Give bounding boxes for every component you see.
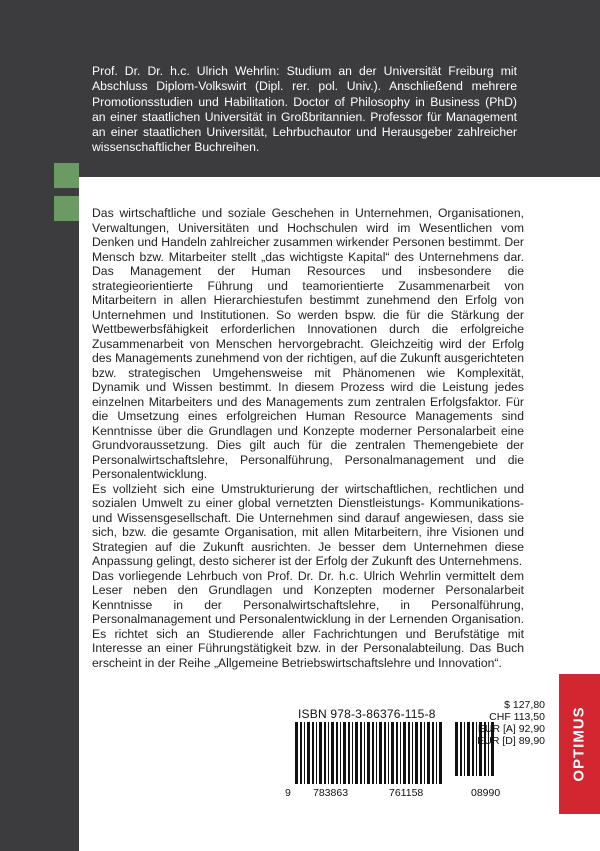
barcode-block xyxy=(285,707,501,807)
barcode-bar xyxy=(396,722,398,784)
blurb-paragraph: Es vollzieht sich eine Umstrukturierung der wirtschaftlichen, rechtlichen und sozialen Umwelt zu einer global vernetzten Dienstleistungs- Kommunikations- und Wissensgesellschaft. Die Unternehmen sind darauf angewiesen, dass sie sich, bzw. die gesamte Organisation, mit allen Mitarbeitern, ihre Visionen und Strategien auf die Zukunft ausrichten. Je besser dem Unternehmen diese Anpassung gelingt, desto sicherer ist der Erfolg der Zukunft des Unternehmens. xyxy=(92,481,524,568)
barcode-bar xyxy=(420,722,422,784)
accent-square-top xyxy=(54,163,79,188)
barcode-bar xyxy=(403,722,406,784)
barcode-bar xyxy=(391,722,394,784)
barcode-bar xyxy=(384,722,386,784)
barcode-bar xyxy=(336,722,338,784)
barcode-bar xyxy=(427,722,430,784)
price-eur-de: EUR [D] 89,90 xyxy=(477,735,545,747)
barcode-bar xyxy=(295,722,298,784)
barcode-bar xyxy=(388,722,389,784)
author-bio: Prof. Dr. Dr. h.c. Ulrich Wehrlin: Studium an der Universität Freiburg mit Abschluss Diplom-Volkswirt (Dipl. rer. pol. Univ.). Anschließend mehrere Promotionsstudien und Habilitation. Doctor of Philosophy in Business (PhD) an einer staatlichen Universität in Großbritannien. Professor für Management an einer staatlichen Universität, Lehrbuchautor und Herausgeber zahlreicher wissenschaftlicher Buchreihen. xyxy=(92,64,517,155)
barcode-bar xyxy=(352,722,353,784)
barcode-bar xyxy=(304,722,305,784)
barcode-bar xyxy=(348,722,350,784)
barcode-bar xyxy=(307,722,310,784)
isbn-text: ISBN 978-3-86376-115-8 xyxy=(298,707,436,721)
barcode-bar xyxy=(343,722,346,784)
barcode-bar xyxy=(464,722,465,776)
barcode-group-right: 761158 xyxy=(389,787,424,799)
blurb-panel xyxy=(79,177,600,851)
barcode-bar xyxy=(355,722,358,784)
barcode-bar xyxy=(439,722,442,784)
blurb-paragraph: Das vorliegende Lehrbuch von Prof. Dr. Dr. h.c. Ulrich Wehrlin vermittelt dem Leser neben den Grundlagen und Konzepten moderner Personalarbeit Kenntnisse in der Personalwirtschaftslehre, in Personalführung, Personalmanagement und Personalentwicklung in der Lernenden Organisation. Es richtet sich an Studierende aller Fachrichtungen und Berufstätige mit Interesse an einer Führungstätigkeit bzw. in der Personalabteilung. Das Buch erscheint in der Reihe „Allgemeine Betriebswirtschaftslehre und Innovation“. xyxy=(92,568,524,670)
blurb-paragraph: Das wirtschaftliche und soziale Geschehen in Unternehmen, Organisationen, Verwaltungen, Universitäten und Hochschulen wird im Wesentlichen vom Denken und Handeln zahlreicher zusammen wirkender Personen bestimmt. Der Mensch bzw. Mitarbeiter stellt „das wichtigste Kapital“ des Unternehmens dar. Das Management der Human Resources und insbesondere die strategieorientierte Führung und teamorientierte Zusammenarbeit von Mitarbeitern in allen Hierarchiestufen bestimmt zunehmend den Erfolg von Unternehmen und Institutionen. So werden bspw. die für die Stärkung der Wettbewerbsfähigkeit erforderlichen Innovationen durch die erfolgreiche Zusammenarbeit von Menschen hervorgebracht. Gleichzeitig wird der Erfolg des Managements zunehmend von der richtigen, auf die Zukunft ausgerichteten bzw. strategischen Umgehensweise mit Phänomenen wie Komplexität, Dynamik und Wissen bestimmt. In diesem Prozess wird die Leistung jedes einzelnen Mitarbeiters und des Managements zum zentralen Erfolgsfaktor. Für die Umsetzung eines erfolgreichen Human Resource Managements sind Kenntnisse über die Grundlagen und Konzepte moderner Personalarbeit eine Grundvoraussetzung. Dies gilt auch für die zentralen Themengebiete der Personalwirtschaftslehre, Personalführung, Personalmanagement und die Personalentwicklung. xyxy=(92,206,524,481)
barcode-bar xyxy=(300,722,302,784)
barcode-bar xyxy=(360,722,362,784)
barcode-icon xyxy=(285,722,497,788)
barcode-bar xyxy=(455,722,458,776)
barcode-bar xyxy=(379,722,382,784)
barcode-bar xyxy=(364,722,365,784)
barcode-lead-digit: 9 xyxy=(285,787,291,799)
barcode-group-left: 783863 xyxy=(313,787,349,799)
price-list xyxy=(476,699,545,747)
barcode-bar xyxy=(408,722,410,784)
barcode-bar xyxy=(424,722,425,784)
accent-square-bottom xyxy=(54,196,79,221)
barcode-bar xyxy=(436,722,437,784)
publisher-name: OPTIMUS xyxy=(570,706,588,782)
price-chf: CHF 113,50 xyxy=(489,711,545,723)
price-usd: $ 127,80 xyxy=(504,699,545,711)
barcode-bar xyxy=(372,722,374,784)
barcode-bar xyxy=(400,722,401,784)
barcode-bar xyxy=(432,722,434,784)
barcode-bar xyxy=(467,722,470,776)
barcode-bar xyxy=(324,722,326,784)
barcode-bar xyxy=(412,722,413,784)
barcode-bar xyxy=(331,722,334,784)
book-blurb xyxy=(92,206,524,670)
publisher-badge xyxy=(559,674,600,814)
barcode-bar xyxy=(340,722,341,784)
price-eur-at: EUR [A] 92,90 xyxy=(477,723,545,735)
barcode-bar xyxy=(376,722,377,784)
barcode-addon: 08990 xyxy=(471,787,501,799)
barcode-bar xyxy=(316,722,317,784)
barcode-bar xyxy=(328,722,329,784)
barcode-bar xyxy=(472,722,474,776)
barcode-bar xyxy=(312,722,314,784)
barcode-bar xyxy=(367,722,370,784)
barcode-bar xyxy=(415,722,418,784)
barcode-bar xyxy=(319,722,322,784)
barcode-bar xyxy=(460,722,462,776)
